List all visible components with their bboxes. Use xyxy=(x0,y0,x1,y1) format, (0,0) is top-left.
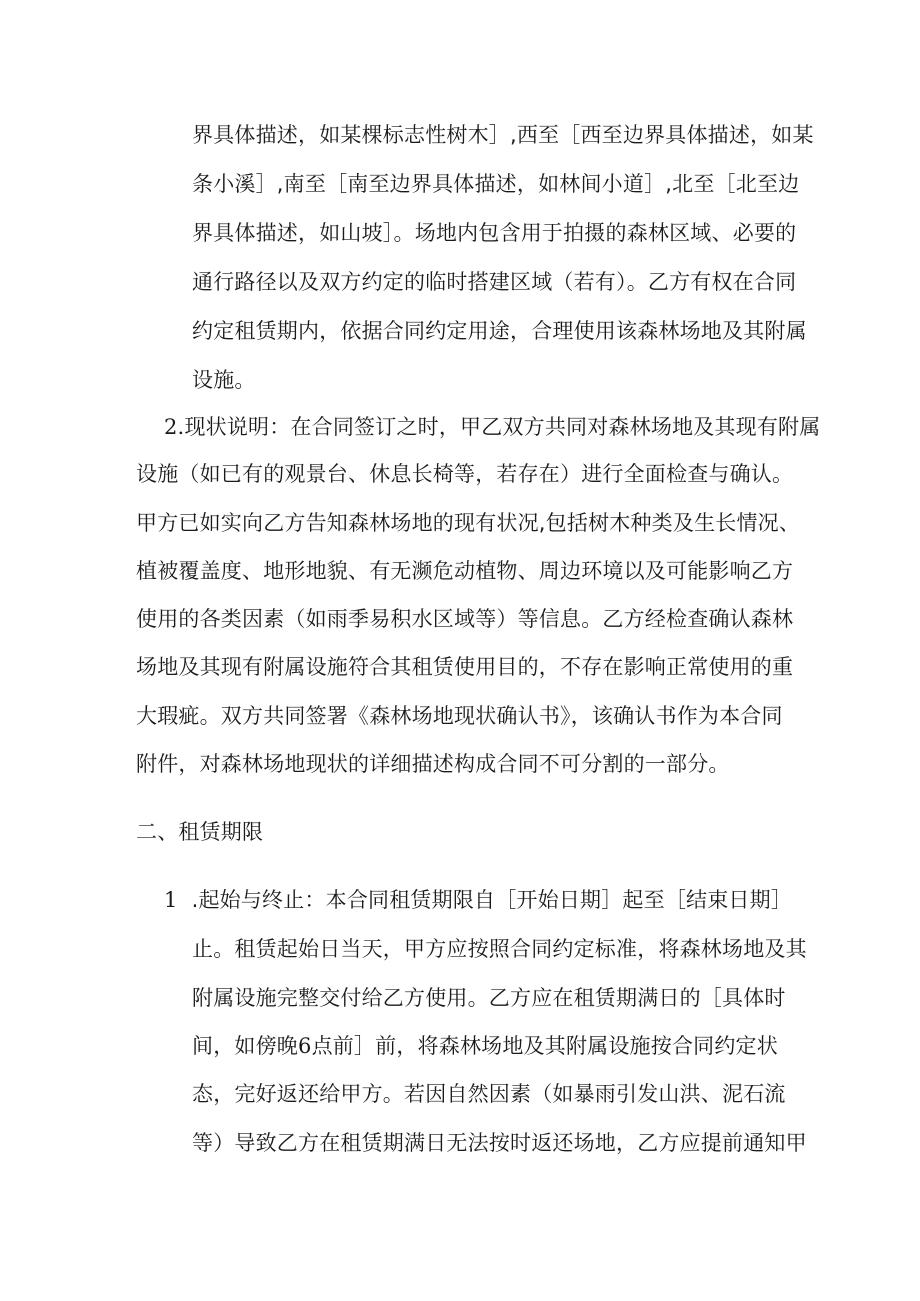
clause1-line-6: 设施。 xyxy=(192,368,256,392)
clause2-line-5: 使用的各类因素（如雨季易积水区域等）等信息。乙方经检查确认森林 xyxy=(136,607,794,631)
section2-clause1-line-3: 附属设施完整交付给乙方使用。乙方应在租赁期满日的［具体时 xyxy=(192,986,786,1010)
clause1-line-1: 界具体描述，如某棵标志性树木］,西至［西至边界具体描述，如某 xyxy=(192,123,814,147)
clause2-line-8: 附件，对森林场地现状的详细描述构成合同不可分割的一部分。 xyxy=(136,752,730,776)
line-4-part-b: 点前］前，将森林场地及其附属设施按合同约定状 xyxy=(311,1034,778,1058)
section2-clause1-line-5: 态，完好返还给甲方。若因自然因素（如暴雨引发山洪、泥石流 xyxy=(192,1082,786,1106)
section-heading-lease-term: 二、租赁期限 xyxy=(136,820,264,844)
clause1-line-2: 条小溪］,南至［南至边界具体描述，如林间小道］,北至［北至边 xyxy=(192,172,800,196)
clause2-line-2: 设施（如已有的观景台、休息长椅等，若存在）进行全面检查与确认。 xyxy=(136,462,794,486)
line-4-part-a: 间，如傍晚 xyxy=(192,1034,298,1058)
clause2-line-6: 场地及其现有附属设施符合其租赁使用目的，不存在影响正常使用的重 xyxy=(136,655,794,679)
section2-clause1-first-line xyxy=(164,885,792,915)
section2-clause1-line-2: 止。租赁起始日当天，甲方应按照合同约定标准，将森林场地及其 xyxy=(192,937,807,961)
section2-clause1-number: 1 xyxy=(164,888,178,912)
section2-clause1-line-6: 等）导致乙方在租赁期满日无法按时返还场地，乙方应提前通知甲 xyxy=(192,1131,807,1155)
clause1-line-5: 约定租赁期内，依据合同约定用途，合理使用该森林场地及其附属 xyxy=(192,319,807,343)
clause2-number: 2. xyxy=(164,415,185,439)
clause1-line-3: 界具体描述，如山坡］。场地内包含用于拍摄的森林区域、必要的 xyxy=(192,221,797,245)
clause1-line-4: 通行路径以及双方约定的临时搭建区域（若有）。乙方有权在合同 xyxy=(192,270,797,294)
section2-clause1-line-1: .起始与终止：本合同租赁期限自［开始日期］起至［结束日期］ xyxy=(191,888,793,912)
section2-clause1-line-4 xyxy=(192,1031,778,1061)
clause2-line-1: 现状说明：在合同签订之时，甲乙双方共同对森林场地及其现有附属 xyxy=(184,415,821,439)
clause2-line-4: 植被覆盖度、地形地貌、有无濒危动植物、周边环境以及可能影响乙方 xyxy=(136,559,794,583)
clause2-line-7: 大瑕疵。双方共同签署《森林场地现状确认书》，该确认书作为本合同 xyxy=(136,704,783,728)
clause2-first-line xyxy=(164,412,820,442)
line-4-hour: 6 xyxy=(298,1034,312,1058)
clause2-line-3: 甲方已如实向乙方告知森林场地的现有状况,包括树木种类及生长情况、 xyxy=(136,511,801,535)
